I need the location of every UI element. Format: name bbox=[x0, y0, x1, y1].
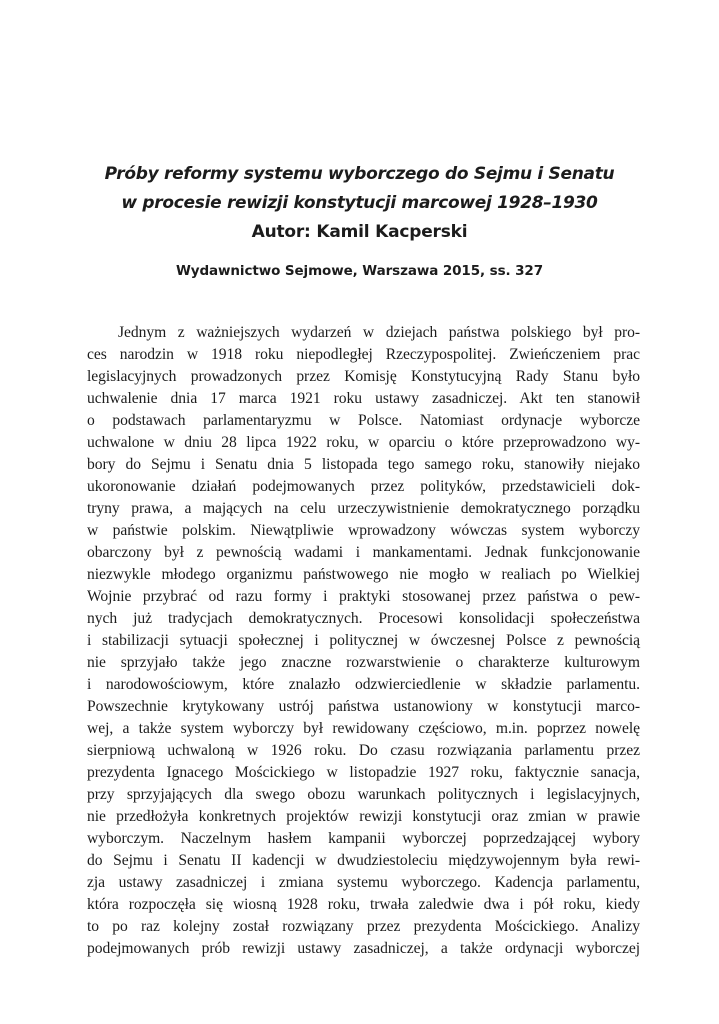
book-publisher: Wydawnictwo Sejmowe, Warszawa 2015, ss. 327 bbox=[175, 263, 544, 279]
body-line: obarczony był z pewnością wadami i mankamentami. Jednak funkcjonowanie bbox=[87, 544, 640, 561]
book-author: Autor: Kamil Kacperski bbox=[251, 222, 468, 242]
body-line: Wojnie przybrać od razu formy i praktyki stosowanej przez państwa o pew- bbox=[87, 588, 640, 605]
body-line: wej, a także system wyborczy był rewidowany częściowo, m.in. poprzez nowelę bbox=[87, 720, 640, 737]
body-line: i stabilizacji sytuacji społecznej i politycznej w ówczesnej Polsce z pewnością bbox=[87, 632, 640, 649]
body-line: wyborczym. Naczelnym hasłem kampanii wyborczej poprzedzającej wybory bbox=[87, 830, 640, 847]
body-line: która rozpoczęła się wiosną 1928 roku, trwała zaledwie dwa i pół roku, kiedy bbox=[87, 896, 640, 913]
body-paragraph bbox=[87, 322, 640, 960]
body-line: zja ustawy zasadniczej i zmiana systemu wyborczego. Kadencja parlamentu, bbox=[87, 874, 640, 891]
body-line: to po raz kolejny został rozwiązany przez prezydenta Mościckiego. Analizy bbox=[87, 918, 640, 935]
body-line: nych już tradycjach demokratycznych. Procesowi konsolidacji społeczeństwa bbox=[87, 610, 640, 627]
body-line: ces narodzin w 1918 roku niepodległej Rzeczypospolitej. Zwieńczeniem prac bbox=[87, 346, 640, 363]
body-line: uchwalenie dnia 17 marca 1921 roku ustawy zasadniczej. Akt ten stanowił bbox=[87, 390, 640, 407]
body-line: do Sejmu i Senatu II kadencji w dwudziestoleciu międzywojennym była rewi- bbox=[87, 852, 640, 869]
body-line: sierpniową uchwaloną w 1926 roku. Do czasu rozwiązania parlamentu przez bbox=[87, 742, 640, 759]
body-line: w państwie polskim. Niewątpliwie wprowadzony wówczas system wyborczy bbox=[87, 522, 640, 539]
body-line: przy sprzyjających dla swego obozu warunkach politycznych i legislacyjnych, bbox=[87, 786, 640, 803]
body-line: Jednym z ważniejszych wydarzeń w dziejach państwa polskiego był pro- bbox=[118, 324, 640, 341]
book-title-line-1: Próby reformy systemu wyborczego do Sejmu i Senatu bbox=[104, 164, 615, 184]
body-line: i narodowościowym, które znalazło odzwierciedlenie w składzie parlamentu. bbox=[87, 676, 640, 693]
body-line: uchwalone w dniu 28 lipca 1922 roku, w oparciu o które przeprowadzono wy- bbox=[87, 434, 640, 451]
body-line: tryny prawa, a mających na celu urzeczywistnienie demokratycznego porządku bbox=[87, 500, 640, 517]
body-line: podejmowanych prób rewizji ustawy zasadniczej, a także ordynacji wyborczej bbox=[87, 940, 640, 957]
body-line: bory do Sejmu i Senatu dnia 5 listopada tego samego roku, stanowiły niejako bbox=[87, 456, 640, 473]
body-line: Powszechnie krytykowany ustrój państwa ustanowiony w konstytucji marco- bbox=[87, 698, 640, 715]
body-line: prezydenta Ignacego Mościckiego w listopadzie 1927 roku, faktycznie sanacja, bbox=[87, 764, 640, 781]
review-heading bbox=[60, 160, 659, 281]
body-line: legislacyjnych prowadzonych przez Komisję Konstytucyjną Rady Stanu było bbox=[87, 368, 640, 385]
body-line: nie sprzyjało także jego znaczne rozwarstwienie o charakterze kulturowym bbox=[87, 654, 640, 671]
body-line: o podstawach parlamentaryzmu w Polsce. Natomiast ordynacje wyborcze bbox=[87, 412, 640, 429]
book-title-line-2: w procesie rewizji konstytucji marcowej 1928–1930 bbox=[121, 193, 598, 213]
body-line: niezwykle młodego organizmu państwowego nie mogło w realiach po Wielkiej bbox=[87, 566, 640, 583]
body-line: ukoronowanie działań podejmowanych przez polityków, przedstawicieli dok- bbox=[87, 478, 640, 495]
body-line: nie przedłożyła konkretnych projektów rewizji konstytucji oraz zmian w prawie bbox=[87, 808, 640, 825]
